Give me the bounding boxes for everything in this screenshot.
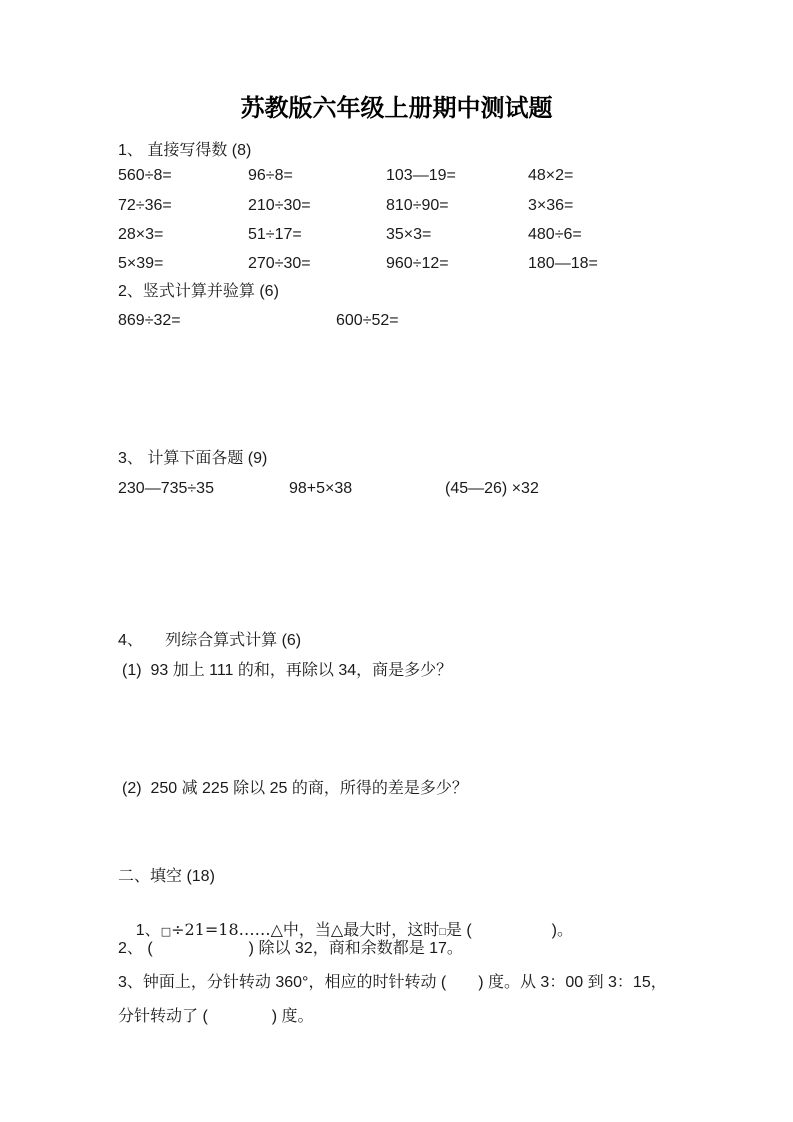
math-problem: 48×2= [528, 167, 574, 184]
math-problem: 35×3= [386, 226, 432, 243]
math-problem: 103—19= [386, 167, 456, 184]
math-problem: 810÷90= [386, 197, 449, 214]
section4-question-1: (1) 93 加上 111 的和，再除以 34，商是多少？ [122, 662, 453, 679]
section5-question-3-line-1: 3、钟面上，分针转动 360°，相应的时针转动 ( ) 度。从 3：00 到 3：15， [118, 974, 667, 991]
question-text-segment: △中，当△最大时，这时 [270, 922, 440, 939]
math-problem: 480÷6= [528, 226, 582, 243]
math-problem: 230—735÷35 [118, 480, 214, 497]
section5-question-2: 2、 ( ) 除以 32，商和余数都是 17。 [118, 940, 463, 957]
math-problem: 51÷17= [248, 226, 302, 243]
section1-row [118, 165, 678, 186]
math-problem: 210÷30= [248, 197, 311, 214]
math-problem: 270÷30= [248, 255, 311, 272]
math-problem: 3×36= [528, 197, 574, 214]
math-problem: 869÷32= [118, 312, 181, 329]
section1-row [118, 195, 678, 216]
section1-row [118, 224, 678, 245]
math-problem: (45—26) ×32 [445, 480, 539, 497]
section4-heading: 4、 列综合算式计算 (6) [118, 632, 302, 649]
section2-row [118, 310, 678, 331]
section3-heading: 3、 计算下面各题 (9) [118, 450, 268, 467]
blank-square-symbol: □ [160, 925, 172, 938]
math-problem: 600÷52= [336, 312, 399, 329]
section1-row [118, 253, 678, 274]
section1-heading: 1、 直接写得数 (8) [118, 142, 252, 159]
math-problem: 560÷8= [118, 167, 172, 184]
math-problem: 98+5×38 [289, 480, 353, 497]
math-problem: 180—18= [528, 255, 598, 272]
question-text-segment: ÷21=18…… [171, 920, 271, 939]
question-text-segment: 1、 [135, 922, 161, 939]
page-title: 苏教版六年级上册期中测试题 [240, 95, 553, 122]
section3-row [118, 478, 678, 499]
math-problem: 72÷36= [118, 197, 172, 214]
section5-question-3-line-2: 分针转动了 ( ) 度。 [118, 1008, 314, 1025]
question-text-segment: 是 ( )。 [445, 922, 574, 939]
section5-heading: 二、填空 (18) [118, 868, 215, 885]
math-problem: 5×39= [118, 255, 164, 272]
section4-question-2: (2) 250 减 225 除以 25 的商，所得的差是多少？ [122, 780, 468, 797]
math-problem: 28×3= [118, 226, 164, 243]
math-problem: 960÷12= [386, 255, 449, 272]
blank-square-symbol: □ [439, 926, 446, 938]
math-problem: 96÷8= [248, 167, 293, 184]
section2-heading: 2、竖式计算并验算 (6) [118, 283, 279, 300]
